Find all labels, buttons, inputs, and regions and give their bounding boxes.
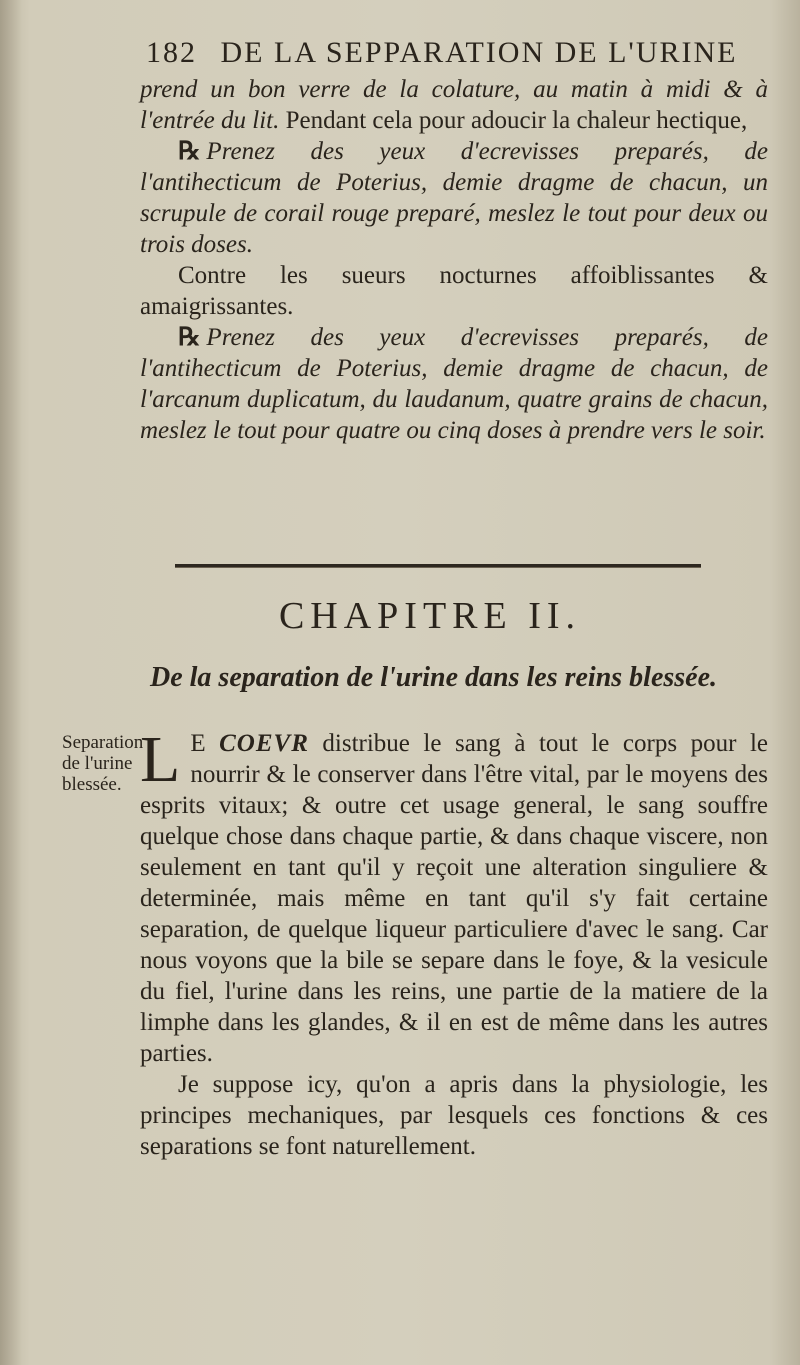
running-head-title: DE LA SEPPARATION DE L'URINE	[220, 36, 738, 69]
recipe-one	[140, 136, 768, 260]
margin-note: Separation de l'urine blessée.	[62, 732, 144, 795]
chapter-paragraph-two: Je suppose icy, qu'on a apris dans la physiologie, les principes mechaniques, par lesquels ces fonctions & ces separations se font naturellement.	[140, 1071, 768, 1160]
running-head	[146, 36, 766, 70]
drop-cap: L	[140, 723, 181, 796]
recipe-symbol-icon: ℞	[178, 324, 201, 351]
chapter-subtitle: De la separation de l'urine dans les reins blessée.	[150, 662, 718, 693]
lead-first: E	[190, 730, 220, 757]
recipe-two-text: Prenez des yeux d'ecrevisses preparés, de l'antihecticum de Poterius, demie dragme de chacun, de l'arcanum duplicatum, du laudanum, quatre grains de chacun, meslez le tout pour quatre ou cinq doses à prendre vers le soir.	[140, 324, 768, 444]
paragraph-sueurs: Contre les sueurs nocturnes affoiblissantes & amaigrissantes.	[140, 262, 768, 320]
recipe-symbol-icon: ℞	[178, 138, 201, 165]
recipe-section	[140, 74, 768, 446]
recipe-one-text: Prenez des yeux d'ecrevisses preparés, de l'antihecticum de Poterius, demie dragme de chacun, un scrupule de corail rouge preparé, meslez le tout pour deux ou trois doses.	[140, 138, 768, 258]
section-divider	[175, 564, 701, 568]
chapter-title: CHAPITRE II.	[278, 595, 582, 637]
recipe-two	[140, 322, 768, 446]
intro-italic: prend un bon verre de la colature, au matin à midi & à l'entrée du lit.	[140, 76, 768, 134]
chapter-body	[140, 723, 768, 1162]
paragraph-one-text: distribue le sang à tout le corps pour le nourrir & le conserver dans l'être vital, par le moyens des esprits vitaux; & outre cet usage general, le sang souffre quelque chose dans chaque partie, & dans chaque viscere, non seulement en tant qu'il y reçoit une alteration singuliere & determinée, mais même en tant qu'il s'y fait certaine separation, de quelque liqueur particuliere d'avec le sang. Car nous voyons que la bile se separe dans le foye, & la vesicule du fiel, l'urine dans les reins, une partie de la matiere de la limphe dans les glandes, & il en est de même dans les autres parties.	[140, 730, 768, 1067]
lead-caps: COEVR	[219, 730, 309, 757]
chapter-paragraph-one	[140, 723, 768, 1069]
page-number: 182	[146, 36, 197, 69]
paragraph-intro	[140, 74, 768, 136]
intro-roman: Pendant cela pour adoucir la chaleur hectique,	[279, 107, 748, 134]
